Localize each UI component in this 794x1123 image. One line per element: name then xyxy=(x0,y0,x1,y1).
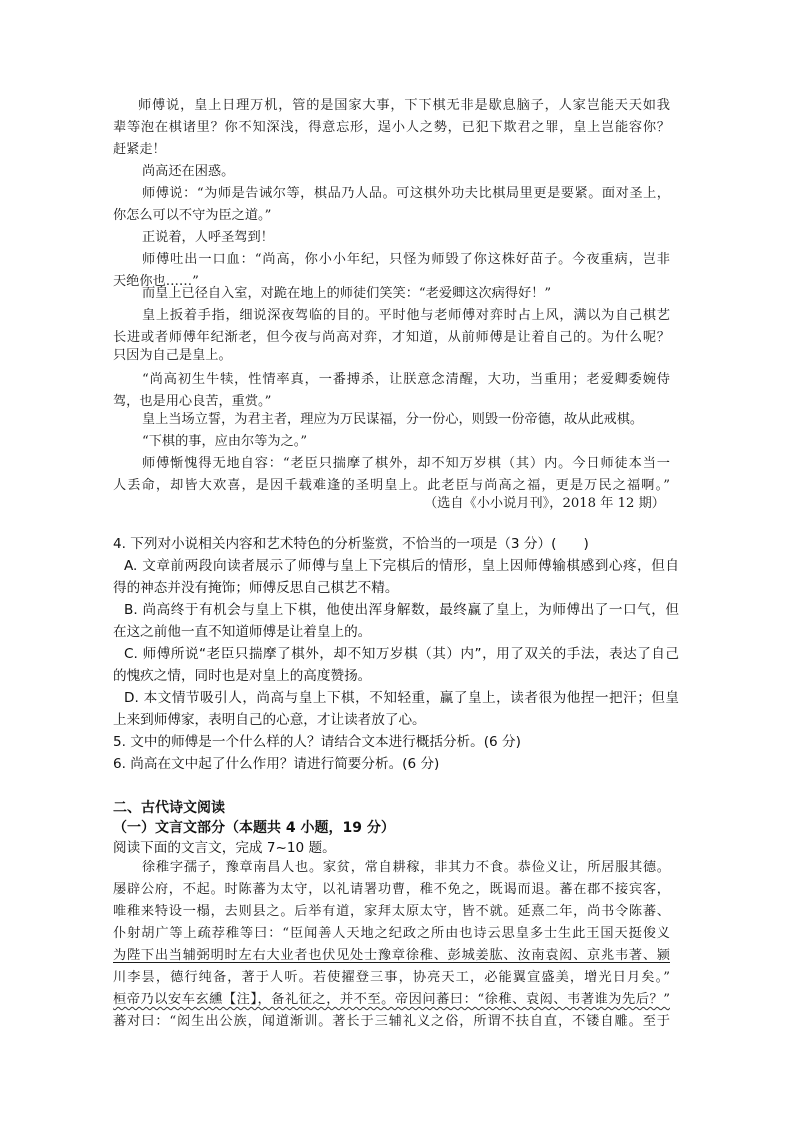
story-line: 只因为自己是皇上。 xyxy=(113,348,232,363)
option-c-cont: 的愧疚之情，同时也是对皇上的高度赞扬。 xyxy=(113,668,372,684)
story-line: 赶紧走！ xyxy=(113,142,166,157)
story-line: 你怎么可以不守为臣之道。” xyxy=(113,208,272,223)
sub-section-heading: （一）文言文部分（本题共 4 小题，19 分） xyxy=(113,820,395,836)
story-line: 皇上扳着手指，细说深夜驾临的目的。平时他与老师傅对弈时占上风，满以为自己棋艺 xyxy=(142,308,670,323)
option-c: C. 师傅所说“老臣只揣摩了棋外，却不知万岁棋（其）内”，用了双关的手法，表达了自己 xyxy=(124,646,679,662)
story-line: 辈等泡在棋诸里？你不知深浅，得意忘形，逞小人之勢，已犯下欺君之罪，皇上岂能容你？ xyxy=(113,120,670,135)
classical-line: 屡辟公府，不起。时陈蕃为太守，以礼请署功曹，稚不免之，既谒而退。蕃在郡不接宾客， xyxy=(113,882,670,897)
story-line: 尚高还在困惑。 xyxy=(142,164,235,179)
story-line: 人丢命，却皆大欢喜，是因千载难逢的圣明皇上。此老臣与尚高之福，更是万民之福啊。” xyxy=(113,478,670,493)
option-a-cont: 得的神态并没有掩饰；师傅反思自己棋艺不精。 xyxy=(113,580,399,596)
story-line: 师傅吐出一口血：“尚高，你小小年纪，只怪为师毁了你这株好苗子。今夜重病，岂非 xyxy=(142,252,670,267)
story-line: 驾，也是用心良苦，重赏。” xyxy=(113,394,272,409)
classical-line: 仆射胡广等上疏荐稚等曰：“臣闻善人天地之纪政之所由也诗云思皇多士生此王国天挺俊义 xyxy=(113,926,670,941)
story-line: “下棋的事，应由尔等为之。” xyxy=(142,434,308,449)
option-a: A. 文章前两段向读者展示了师傅与皇上下完棋后的情形，皇上因师傅输棋感到心疼，但自 xyxy=(124,558,679,574)
classical-line: 蕃对曰：“闳生出公族，闻道渐训。著长于三辅礼义之俗，所谓不扶自直，不镂自雕。至于 xyxy=(113,1014,670,1029)
classical-line-wavy: 桓帝乃以安车玄纁【注】，备礼征之，并不至。帝因问蕃曰：“徐稚、袁闳、韦著谁为先后？” xyxy=(113,992,670,1007)
story-line: “尚高初生牛犊，性情率真，一番搏杀，让朕意念清醒，大功，当重用；老爱卿委婉侍 xyxy=(142,372,670,387)
question-4: 4. 下列对小说相关内容和艺术特色的分析鉴赏，不恰当的一项是（3 分）( ) xyxy=(113,536,589,552)
instruction: 阅读下面的文言文，完成 7~10 题。 xyxy=(113,840,336,856)
option-d: D. 本文情节吸引人，尚高与皇上下棋，不知轻重，赢了皇上，读者很为他捏一把汗；但皇 xyxy=(124,690,679,706)
story-line: 正说着，人呼圣驾到！ xyxy=(142,230,274,245)
story-line: 天绝你也……” xyxy=(113,274,199,289)
option-b-cont: 在这之前他一直不知道师傅是让着皇上的。 xyxy=(113,624,372,640)
classical-line: 川李昙，德行纯备，著于人听。若使擢登三事，协亮天工，必能翼宣盛美，增光日月矣。” xyxy=(113,970,670,985)
story-line: 长进或者师傅年纪渐老，但今夜与尚高对弈，才知道，从前师傅是让着自己的。为什么呢？ xyxy=(113,330,670,345)
classical-line: 唯稚来特设一榻，去则县之。后举有道，家拜太原太守，皆不就。延熹二年，尚书令陈蕃、 xyxy=(113,904,670,919)
section-heading: 二、古代诗文阅读 xyxy=(113,800,225,816)
story-line: 而皇上已径自入室，对跪在地上的师徒们笑笑：“老爱卿这次病得好！” xyxy=(142,286,552,301)
story-line: 师傅说，皇上日理万机，管的是国家大事，下下棋无非是歇息脑子，人家岂能天天如我 xyxy=(138,98,670,113)
story-line: 皇上当场立誓，为君主者，理应为万民谋福，分一份心，则毁一份帝德，故从此戒棋。 xyxy=(142,412,644,427)
story-line: 师傅惭愧得无地自容：“老臣只揣摩了棋外，却不知万岁棋（其）内。今日师徒本当一 xyxy=(142,456,670,471)
classical-line: 徐稚字孺子，豫章南昌人也。家贫，常自耕稼，非其力不食。恭俭义让，所居服其德。 xyxy=(142,860,670,875)
story-line: 师傅说：“为师是告诫尔等，棋品乃人品。可这棋外功夫比棋局里更是要紧。面对圣上， xyxy=(142,186,670,201)
story-source: （选自《小小说月刊》，2018 年 12 期） xyxy=(424,496,665,511)
classical-line-underlined: 为陛下出当辅弼明时左右大业者也伏见处士豫章徐稚、彭城姜肱、汝南袁闳、京兆韦著、颍 xyxy=(113,948,670,963)
question-5: 5. 文中的师傅是一个什么样的人？请结合文本进行概括分析。(6 分) xyxy=(113,734,521,750)
option-b: B. 尚高终于有机会与皇上下棋，他使出浑身解数，最终赢了皇上，为师傅出了一口气，但 xyxy=(124,602,679,618)
question-6: 6. 尚高在文中起了什么作用？请进行简要分析。(6 分) xyxy=(113,756,440,772)
option-d-cont: 上来到师傅家，表明自己的心意，才让读者放了心。 xyxy=(113,712,426,728)
